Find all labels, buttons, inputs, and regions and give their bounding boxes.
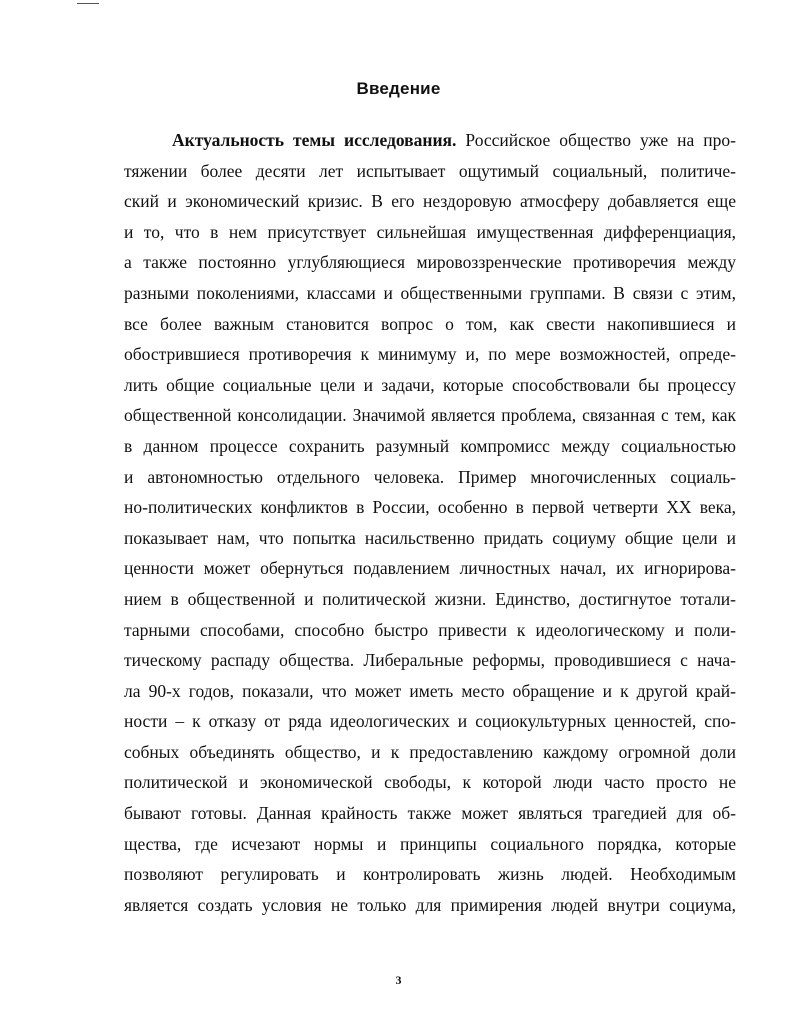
text-line: показывает нам, что попытка насильственно придать социуму общие цели и <box>124 527 736 548</box>
paragraph-first-line <box>124 125 736 156</box>
text-line: тическому распаду общества. Либеральные реформы, проводившиеся с нача- <box>124 650 736 671</box>
text-line: ценности может обернуться подавлением личностных начал, их игнорирова- <box>124 558 736 579</box>
text-line: щества, где исчезают нормы и принципы социального порядка, которые <box>124 833 736 854</box>
text-line: нием в общественной и политической жизни. Единство, достигнутое тотали- <box>124 588 736 609</box>
text-line: ский и экономический кризис. В его нездоровую атмосферу добавляется еще <box>124 191 736 212</box>
text-line: тяжении более десяти лет испытывает ощутимый социальный, политиче- <box>124 160 736 181</box>
text-line: является создать условия не только для примирения людей внутри социума, <box>124 894 736 915</box>
body-paragraph <box>124 125 736 920</box>
text-line: бывают готовы. Данная крайность также может являться трагедией для об- <box>124 803 736 824</box>
text-line: и автономностью отдельного человека. Пример многочисленных социаль- <box>124 466 736 487</box>
text-line: но-политических конфликтов в России, особенно в первой четверти XX века, <box>124 497 736 518</box>
text-line: позволяют регулировать и контролировать жизнь людей. Необходимым <box>124 864 736 885</box>
text-line: и то, что в нем присутствует сильнейшая имущественная дифференциация, <box>124 221 736 242</box>
page-title: Введение <box>356 79 441 98</box>
text-line: ла 90-х годов, показали, что может иметь место обращение и к другой край- <box>124 680 736 701</box>
text-line: тарными способами, способно быстро привести к идеологическому и поли- <box>124 619 736 640</box>
text-line: все более важным становится вопрос о том, как свести накопившиеся и <box>124 313 736 334</box>
first-line-text: Российское общество уже на про- <box>456 130 736 150</box>
text-line: а также постоянно углубляющиеся мировоззренческие противоречия между <box>124 252 736 273</box>
lead-phrase: Актуальность темы исследования. <box>172 130 457 150</box>
text-line: политической и экономической свободы, к которой люди часто просто не <box>124 772 736 793</box>
text-line: ности – к отказу от ряда идеологических и социокультурных ценностей, спо- <box>124 711 736 732</box>
text-line: собных объединять общество, и к предоставлению каждому огромной доли <box>124 741 736 762</box>
page-number: 3 <box>395 973 402 987</box>
scan-edge-mark <box>77 3 99 4</box>
text-line: разными поколениями, классами и общественными группами. В связи с этим, <box>124 282 736 303</box>
text-line: лить общие социальные цели и задачи, которые способствовали бы процессу <box>124 374 736 395</box>
text-line: в данном процессе сохранить разумный компромисс между социальностью <box>124 435 736 456</box>
text-line: общественной консолидации. Значимой является проблема, связанная с тем, как <box>124 405 736 426</box>
text-line: обострившиеся противоречия к минимуму и, по мере возможностей, опреде- <box>124 344 736 365</box>
